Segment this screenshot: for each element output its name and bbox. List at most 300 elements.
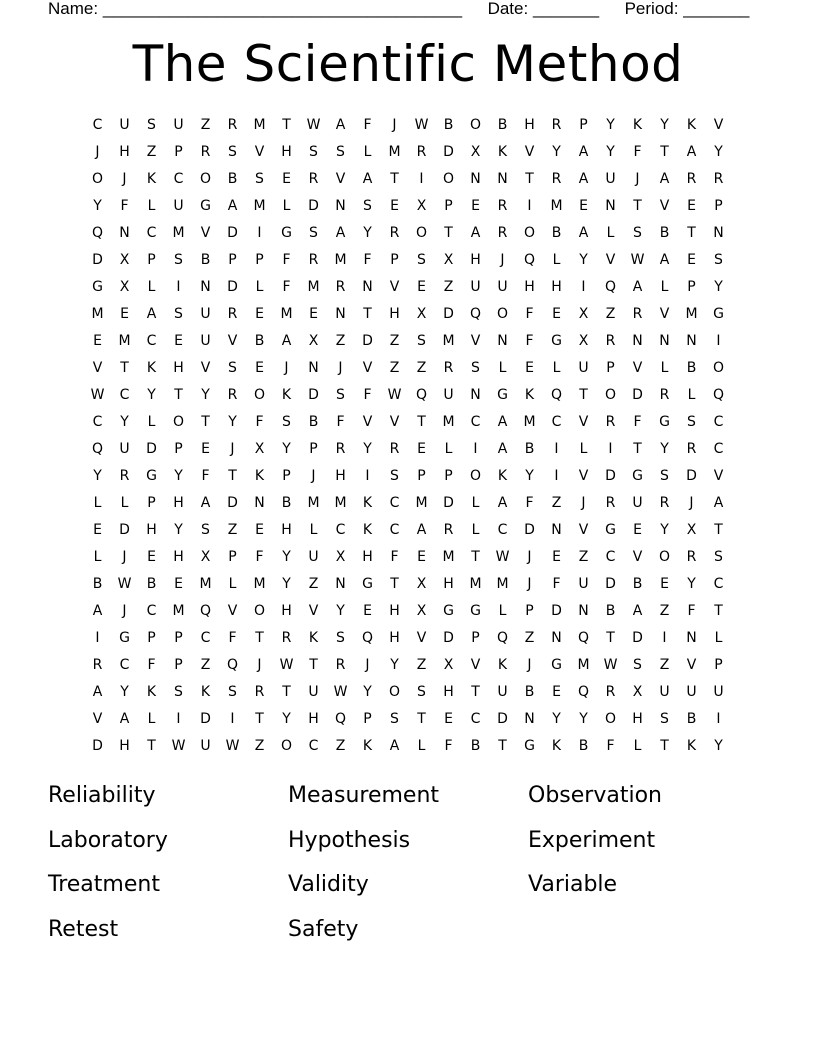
grid-letter[interactable]: R [308, 171, 319, 187]
grid-letter[interactable]: P [255, 252, 264, 268]
grid-letter[interactable]: A [335, 117, 346, 133]
grid-letter[interactable]: G [146, 468, 157, 484]
grid-letter[interactable]: I [716, 711, 721, 727]
grid-letter[interactable]: Z [254, 738, 265, 754]
grid-letter[interactable]: H [173, 360, 184, 376]
grid-letter[interactable]: I [716, 333, 721, 349]
grid-letter[interactable]: L [498, 360, 507, 376]
grid-letter[interactable]: B [524, 684, 535, 700]
grid-letter[interactable]: G [632, 468, 643, 484]
grid-letter[interactable]: U [119, 117, 130, 133]
grid-letter[interactable]: P [147, 252, 156, 268]
grid-letter[interactable]: R [713, 171, 724, 187]
grid-letter[interactable]: Q [550, 387, 563, 403]
grid-letter[interactable]: R [605, 495, 616, 511]
grid-letter[interactable]: S [687, 414, 696, 430]
grid-letter[interactable]: P [444, 198, 453, 214]
grid-letter[interactable]: S [714, 252, 723, 268]
grid-letter[interactable]: O [469, 468, 482, 484]
grid-letter[interactable]: B [254, 333, 265, 349]
grid-letter[interactable]: V [254, 144, 265, 160]
grid-letter[interactable]: Y [363, 225, 372, 241]
grid-letter[interactable]: D [227, 495, 238, 511]
grid-letter[interactable]: E [282, 171, 291, 187]
grid-letter[interactable]: B [659, 225, 670, 241]
grid-letter[interactable]: D [632, 387, 643, 403]
grid-letter[interactable]: K [200, 684, 211, 700]
grid-letter[interactable]: A [227, 198, 238, 214]
grid-letter[interactable]: Y [282, 711, 291, 727]
grid-letter[interactable]: K [362, 495, 373, 511]
grid-letter[interactable]: P [147, 495, 156, 511]
grid-letter[interactable]: P [606, 360, 615, 376]
grid-letter[interactable]: Z [227, 522, 238, 538]
grid-letter[interactable]: N [335, 576, 346, 592]
grid-letter[interactable]: Y [174, 522, 183, 538]
grid-letter[interactable]: M [334, 252, 347, 268]
grid-letter[interactable]: M [118, 333, 131, 349]
grid-letter[interactable]: T [228, 468, 237, 484]
grid-letter[interactable]: T [660, 144, 669, 160]
grid-letter[interactable]: F [147, 657, 156, 673]
grid-letter[interactable]: A [200, 495, 211, 511]
grid-letter[interactable]: Z [659, 603, 670, 619]
grid-letter[interactable]: N [605, 198, 616, 214]
grid-letter[interactable]: B [551, 225, 562, 241]
grid-letter[interactable]: O [523, 225, 536, 241]
grid-letter[interactable]: T [660, 738, 669, 754]
grid-letter[interactable]: K [281, 387, 292, 403]
grid-letter[interactable]: M [172, 603, 185, 619]
grid-letter[interactable]: T [471, 684, 480, 700]
grid-letter[interactable]: M [253, 198, 266, 214]
grid-letter[interactable]: D [362, 333, 373, 349]
period-blank[interactable]: _______ [683, 0, 750, 18]
grid-letter[interactable]: D [443, 306, 454, 322]
grid-letter[interactable]: K [632, 117, 643, 133]
grid-letter[interactable]: P [228, 252, 237, 268]
grid-letter[interactable]: B [605, 603, 616, 619]
grid-letter[interactable]: N [335, 198, 346, 214]
grid-letter[interactable]: M [307, 495, 320, 511]
grid-letter[interactable]: M [307, 279, 320, 295]
grid-letter[interactable]: Q [523, 252, 536, 268]
grid-letter[interactable]: X [578, 306, 589, 322]
grid-letter[interactable]: P [687, 279, 696, 295]
grid-letter[interactable]: K [308, 630, 319, 646]
grid-letter[interactable]: Q [361, 630, 374, 646]
grid-letter[interactable]: W [279, 657, 294, 673]
grid-letter[interactable]: I [257, 225, 262, 241]
grid-letter[interactable]: M [253, 117, 266, 133]
grid-letter[interactable]: L [147, 198, 156, 214]
grid-letter[interactable]: T [633, 441, 642, 457]
grid-letter[interactable]: E [147, 549, 156, 565]
grid-letter[interactable]: E [174, 576, 183, 592]
grid-letter[interactable]: S [309, 144, 318, 160]
grid-letter[interactable]: W [306, 117, 321, 133]
grid-letter[interactable]: Y [660, 522, 669, 538]
grid-letter[interactable]: D [308, 387, 319, 403]
grid-letter[interactable]: R [227, 117, 238, 133]
grid-letter[interactable]: G [470, 603, 481, 619]
grid-letter[interactable]: H [173, 495, 184, 511]
grid-letter[interactable]: L [579, 441, 588, 457]
grid-letter[interactable]: Q [334, 711, 347, 727]
grid-letter[interactable]: S [714, 549, 723, 565]
grid-letter[interactable]: C [551, 414, 562, 430]
grid-letter[interactable]: R [605, 333, 616, 349]
grid-letter[interactable]: H [281, 144, 292, 160]
grid-letter[interactable]: V [308, 603, 319, 619]
grid-letter[interactable]: G [551, 333, 562, 349]
grid-letter[interactable]: A [146, 306, 157, 322]
grid-letter[interactable]: E [660, 576, 669, 592]
grid-letter[interactable]: A [497, 414, 508, 430]
grid-letter[interactable]: T [390, 171, 399, 187]
grid-letter[interactable]: U [443, 387, 454, 403]
grid-letter[interactable]: U [200, 306, 211, 322]
grid-letter[interactable]: Y [714, 279, 723, 295]
grid-letter[interactable]: F [282, 252, 291, 268]
grid-letter[interactable]: J [122, 171, 127, 187]
grid-letter[interactable]: A [659, 171, 670, 187]
grid-letter[interactable]: Y [336, 603, 345, 619]
grid-letter[interactable]: P [174, 144, 183, 160]
grid-letter[interactable]: U [659, 684, 670, 700]
grid-letter[interactable]: M [442, 333, 455, 349]
grid-letter[interactable]: J [95, 144, 100, 160]
grid-letter[interactable]: E [417, 279, 426, 295]
grid-letter[interactable]: M [523, 414, 536, 430]
grid-letter[interactable]: V [389, 279, 400, 295]
grid-letter[interactable]: X [416, 576, 427, 592]
grid-letter[interactable]: G [362, 576, 373, 592]
grid-letter[interactable]: T [309, 657, 318, 673]
grid-letter[interactable]: L [660, 360, 669, 376]
grid-letter[interactable]: B [200, 252, 211, 268]
grid-letter[interactable]: H [389, 630, 400, 646]
grid-letter[interactable]: T [687, 225, 696, 241]
grid-letter[interactable]: Q [604, 279, 617, 295]
grid-letter[interactable]: D [443, 495, 454, 511]
grid-letter[interactable]: P [174, 441, 183, 457]
grid-letter[interactable]: B [443, 117, 454, 133]
grid-letter[interactable]: B [632, 576, 643, 592]
grid-letter[interactable]: R [254, 684, 265, 700]
grid-letter[interactable]: W [603, 657, 618, 673]
grid-letter[interactable]: U [497, 684, 508, 700]
grid-letter[interactable]: G [119, 630, 130, 646]
grid-letter[interactable]: F [255, 414, 264, 430]
grid-letter[interactable]: H [119, 144, 130, 160]
grid-letter[interactable]: K [362, 522, 373, 538]
grid-letter[interactable]: E [93, 522, 102, 538]
grid-letter[interactable]: A [632, 279, 643, 295]
grid-letter[interactable]: Y [201, 387, 210, 403]
grid-letter[interactable]: F [525, 306, 534, 322]
grid-letter[interactable]: C [173, 171, 184, 187]
grid-letter[interactable]: O [496, 306, 509, 322]
grid-letter[interactable]: V [578, 468, 589, 484]
grid-letter[interactable]: R [686, 171, 697, 187]
grid-letter[interactable]: X [686, 522, 697, 538]
grid-letter[interactable]: L [660, 279, 669, 295]
grid-letter[interactable]: J [527, 576, 532, 592]
grid-letter[interactable]: P [579, 117, 588, 133]
grid-letter[interactable]: Z [308, 576, 319, 592]
grid-letter[interactable]: H [443, 576, 454, 592]
grid-letter[interactable]: C [713, 441, 724, 457]
grid-letter[interactable]: V [605, 252, 616, 268]
grid-letter[interactable]: R [497, 225, 508, 241]
grid-letter[interactable]: Y [660, 117, 669, 133]
grid-letter[interactable]: A [362, 171, 373, 187]
grid-letter[interactable]: V [92, 711, 103, 727]
grid-letter[interactable]: Y [687, 576, 696, 592]
grid-letter[interactable]: U [119, 441, 130, 457]
grid-letter[interactable]: W [495, 549, 510, 565]
grid-letter[interactable]: R [335, 279, 346, 295]
grid-letter[interactable]: Y [228, 414, 237, 430]
grid-letter[interactable]: S [309, 225, 318, 241]
grid-letter[interactable]: W [117, 576, 132, 592]
grid-letter[interactable]: T [714, 522, 723, 538]
grid-letter[interactable]: I [554, 441, 559, 457]
grid-letter[interactable]: E [687, 252, 696, 268]
grid-letter[interactable]: D [308, 198, 319, 214]
grid-letter[interactable]: L [714, 630, 723, 646]
grid-letter[interactable]: Y [147, 387, 156, 403]
grid-letter[interactable]: F [363, 117, 372, 133]
grid-letter[interactable]: I [527, 198, 532, 214]
grid-letter[interactable]: R [335, 441, 346, 457]
grid-letter[interactable]: A [416, 522, 427, 538]
grid-letter[interactable]: I [95, 630, 100, 646]
grid-letter[interactable]: E [525, 360, 534, 376]
grid-letter[interactable]: X [443, 252, 454, 268]
grid-letter[interactable]: Q [712, 387, 725, 403]
grid-letter[interactable]: J [689, 495, 694, 511]
grid-letter[interactable]: V [713, 117, 724, 133]
grid-letter[interactable]: J [122, 549, 127, 565]
grid-letter[interactable]: C [92, 414, 103, 430]
grid-letter[interactable]: N [659, 333, 670, 349]
grid-letter[interactable]: V [200, 225, 211, 241]
grid-letter[interactable]: O [415, 225, 428, 241]
grid-letter[interactable]: M [253, 576, 266, 592]
grid-letter[interactable]: L [552, 360, 561, 376]
grid-letter[interactable]: R [92, 657, 103, 673]
grid-letter[interactable]: X [335, 549, 346, 565]
grid-letter[interactable]: G [551, 657, 562, 673]
grid-letter[interactable]: V [470, 657, 481, 673]
grid-letter[interactable]: N [632, 333, 643, 349]
grid-letter[interactable]: J [527, 657, 532, 673]
grid-letter[interactable]: U [632, 495, 643, 511]
grid-letter[interactable]: K [497, 144, 508, 160]
grid-letter[interactable]: V [524, 144, 535, 160]
grid-letter[interactable]: D [119, 522, 130, 538]
grid-letter[interactable]: H [281, 522, 292, 538]
grid-letter[interactable]: X [308, 333, 319, 349]
grid-letter[interactable]: J [365, 657, 370, 673]
grid-letter[interactable]: Z [146, 144, 157, 160]
grid-letter[interactable]: O [253, 387, 266, 403]
grid-letter[interactable]: V [389, 414, 400, 430]
grid-letter[interactable]: P [390, 252, 399, 268]
grid-letter[interactable]: Q [496, 630, 509, 646]
grid-letter[interactable]: O [172, 414, 185, 430]
grid-letter[interactable]: F [390, 549, 399, 565]
grid-letter[interactable]: O [604, 387, 617, 403]
grid-letter[interactable]: B [686, 711, 697, 727]
grid-letter[interactable]: L [606, 225, 615, 241]
grid-letter[interactable]: K [146, 360, 157, 376]
grid-letter[interactable]: K [146, 171, 157, 187]
grid-letter[interactable]: M [388, 144, 401, 160]
grid-letter[interactable]: S [336, 630, 345, 646]
grid-letter[interactable]: W [225, 738, 240, 754]
grid-letter[interactable]: E [417, 549, 426, 565]
grid-letter[interactable]: X [200, 549, 211, 565]
grid-letter[interactable]: E [552, 549, 561, 565]
grid-letter[interactable]: Z [200, 657, 211, 673]
grid-letter[interactable]: L [552, 252, 561, 268]
grid-letter[interactable]: S [363, 198, 372, 214]
grid-letter[interactable]: K [551, 738, 562, 754]
grid-letter[interactable]: P [174, 630, 183, 646]
grid-letter[interactable]: L [633, 738, 642, 754]
grid-letter[interactable]: C [389, 522, 400, 538]
grid-letter[interactable]: D [92, 738, 103, 754]
grid-letter[interactable]: N [497, 333, 508, 349]
grid-letter[interactable]: P [309, 441, 318, 457]
grid-letter[interactable]: S [255, 171, 264, 187]
grid-letter[interactable]: S [336, 387, 345, 403]
grid-letter[interactable]: S [228, 684, 237, 700]
grid-letter[interactable]: R [551, 171, 562, 187]
grid-letter[interactable]: O [442, 171, 455, 187]
grid-letter[interactable]: G [497, 387, 508, 403]
grid-letter[interactable]: P [147, 630, 156, 646]
grid-letter[interactable]: I [176, 279, 181, 295]
grid-letter[interactable]: Y [552, 144, 561, 160]
grid-letter[interactable]: J [392, 117, 397, 133]
grid-letter[interactable]: K [497, 468, 508, 484]
grid-letter[interactable]: E [174, 333, 183, 349]
grid-letter[interactable]: Z [443, 279, 454, 295]
grid-letter[interactable]: Z [605, 306, 616, 322]
grid-letter[interactable]: S [336, 144, 345, 160]
grid-letter[interactable]: R [659, 387, 670, 403]
grid-letter[interactable]: K [254, 468, 265, 484]
grid-letter[interactable]: G [281, 225, 292, 241]
grid-letter[interactable]: R [335, 657, 346, 673]
grid-letter[interactable]: D [605, 576, 616, 592]
grid-letter[interactable]: D [686, 468, 697, 484]
grid-letter[interactable]: E [120, 306, 129, 322]
grid-letter[interactable]: T [255, 711, 264, 727]
grid-letter[interactable]: Q [199, 603, 212, 619]
grid-letter[interactable]: A [659, 252, 670, 268]
grid-letter[interactable]: Q [91, 441, 104, 457]
grid-letter[interactable]: E [633, 522, 642, 538]
name-blank[interactable]: ______________________________________ [102, 0, 463, 18]
grid-letter[interactable]: F [633, 414, 642, 430]
grid-letter[interactable]: T [714, 603, 723, 619]
grid-letter[interactable]: P [282, 468, 291, 484]
grid-letter[interactable]: E [417, 441, 426, 457]
grid-letter[interactable]: D [632, 630, 643, 646]
grid-letter[interactable]: L [147, 279, 156, 295]
grid-letter[interactable]: W [630, 252, 645, 268]
grid-letter[interactable]: M [334, 495, 347, 511]
grid-letter[interactable]: O [280, 738, 293, 754]
grid-letter[interactable]: P [363, 711, 372, 727]
grid-letter[interactable]: O [388, 684, 401, 700]
grid-letter[interactable]: Q [415, 387, 428, 403]
grid-letter[interactable]: J [311, 468, 316, 484]
grid-letter[interactable]: U [713, 684, 724, 700]
grid-letter[interactable]: S [417, 252, 426, 268]
grid-letter[interactable]: C [389, 495, 400, 511]
grid-letter[interactable]: B [92, 576, 103, 592]
grid-letter[interactable]: Y [93, 198, 102, 214]
grid-letter[interactable]: Y [390, 657, 399, 673]
grid-letter[interactable]: C [713, 414, 724, 430]
grid-letter[interactable]: Y [120, 414, 129, 430]
grid-letter[interactable]: J [122, 603, 127, 619]
grid-letter[interactable]: R [389, 441, 400, 457]
grid-letter[interactable]: P [714, 657, 723, 673]
grid-letter[interactable]: D [200, 711, 211, 727]
grid-letter[interactable]: D [227, 279, 238, 295]
grid-letter[interactable]: U [578, 576, 589, 592]
grid-letter[interactable]: B [308, 414, 319, 430]
grid-letter[interactable]: F [363, 252, 372, 268]
grid-letter[interactable]: K [686, 117, 697, 133]
grid-letter[interactable]: V [335, 171, 346, 187]
grid-letter[interactable]: M [577, 657, 590, 673]
grid-letter[interactable]: M [685, 306, 698, 322]
grid-letter[interactable]: Y [120, 684, 129, 700]
grid-letter[interactable]: Y [579, 252, 588, 268]
grid-letter[interactable]: A [119, 711, 130, 727]
grid-letter[interactable]: P [417, 468, 426, 484]
grid-letter[interactable]: M [91, 306, 104, 322]
grid-letter[interactable]: H [551, 279, 562, 295]
grid-letter[interactable]: I [581, 279, 586, 295]
grid-letter[interactable]: X [254, 441, 265, 457]
grid-letter[interactable]: T [525, 171, 534, 187]
grid-letter[interactable]: E [309, 306, 318, 322]
grid-letter[interactable]: P [471, 630, 480, 646]
grid-letter[interactable]: H [389, 306, 400, 322]
grid-letter[interactable]: C [497, 522, 508, 538]
grid-letter[interactable]: N [470, 171, 481, 187]
grid-letter[interactable]: R [416, 144, 427, 160]
grid-letter[interactable]: G [605, 522, 616, 538]
grid-letter[interactable]: V [659, 306, 670, 322]
grid-letter[interactable]: L [498, 603, 507, 619]
grid-letter[interactable]: F [633, 144, 642, 160]
grid-letter[interactable]: G [200, 198, 211, 214]
grid-letter[interactable]: Y [714, 144, 723, 160]
grid-letter[interactable]: Y [714, 738, 723, 754]
grid-letter[interactable]: S [174, 252, 183, 268]
grid-letter[interactable]: Y [552, 711, 561, 727]
